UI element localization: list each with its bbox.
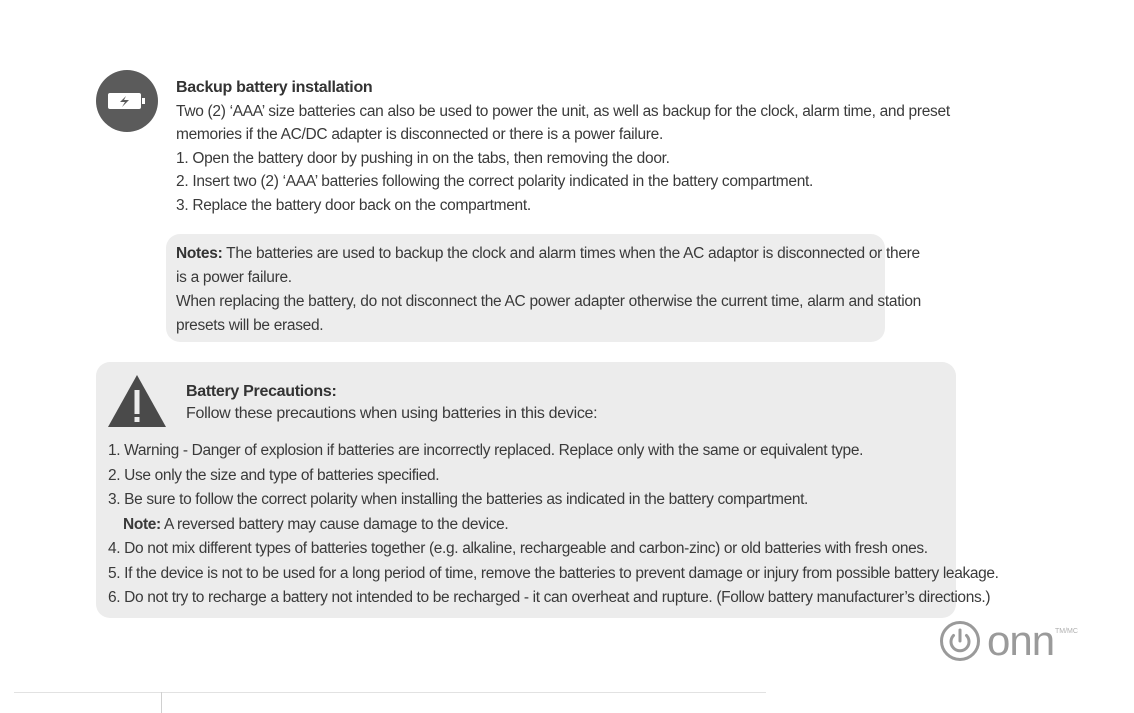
- backup-battery-title: Backup battery installation: [176, 79, 373, 96]
- precaution-item: 4. Do not mix different types of batteries together (e.g. alkaline, rechargeable and carbon-zinc) or old batteries with fresh ones.: [108, 540, 928, 557]
- page-divider-vertical: [161, 692, 162, 713]
- notes-text: The batteries are used to backup the clock and alarm times when the AC adaptor is disconnected or there: [222, 245, 920, 262]
- brand-logo: [939, 617, 1055, 664]
- install-step: 2. Insert two (2) ‘AAA’ batteries following the correct polarity indicated in the battery compartment.: [176, 173, 814, 190]
- precautions-list: [108, 439, 999, 611]
- power-icon: [939, 620, 981, 662]
- backup-battery-line: Two (2) ‘AAA’ size batteries can also be used to power the unit, as well as backup for the clock, alarm time, and preset: [176, 102, 950, 120]
- notes-box: [166, 234, 921, 342]
- install-step: 3. Replace the battery door back on the compartment.: [176, 196, 531, 214]
- precaution-note: [108, 513, 999, 538]
- trademark-mark: TM/MC: [1055, 628, 1078, 635]
- precaution-note-text: A reversed battery may cause damage to the device.: [160, 515, 509, 533]
- precautions-intro: Follow these precautions when using batteries in this device:: [186, 405, 598, 422]
- backup-battery-line: memories if the AC/DC adapter is disconnected or there is a power failure.: [176, 126, 663, 143]
- precaution-item: 1. Warning - Danger of explosion if batteries are incorrectly replaced. Replace only with the same or equivalent type.: [108, 442, 864, 459]
- notes-text: is a power failure.: [176, 269, 292, 286]
- battery-charging-icon: [96, 70, 158, 132]
- precaution-item: 2. Use only the size and type of batteries specified.: [108, 466, 440, 484]
- precaution-item: 3. Be sure to follow the correct polarity when installing the batteries as indicated in the battery compartment.: [108, 491, 809, 508]
- backup-battery-text: [176, 76, 950, 217]
- page-divider: [14, 692, 766, 693]
- precautions-title: Battery Precautions:: [186, 383, 337, 400]
- precaution-note-label: Note:: [123, 515, 161, 533]
- precautions-heading: [186, 381, 597, 425]
- notes-text: presets will be erased.: [176, 317, 324, 334]
- notes-label: Notes:: [176, 245, 223, 262]
- install-step: 1. Open the battery door by pushing in on the tabs, then removing the door.: [176, 149, 670, 167]
- precaution-item: 6. Do not try to recharge a battery not intended to be recharged - it can overheat and rupture. (Follow battery manufacturer’s directions.): [108, 589, 991, 606]
- precaution-item: 5. If the device is not to be used for a long period of time, remove the batteries to prevent damage or injury from possible battery leakage.: [108, 564, 999, 582]
- battery-precautions-box: [96, 362, 999, 618]
- notes-text: When replacing the battery, do not disconnect the AC power adapter otherwise the current time, alarm and station: [176, 293, 921, 310]
- warning-triangle-icon: [106, 372, 168, 435]
- brand-name: onn: [987, 617, 1055, 664]
